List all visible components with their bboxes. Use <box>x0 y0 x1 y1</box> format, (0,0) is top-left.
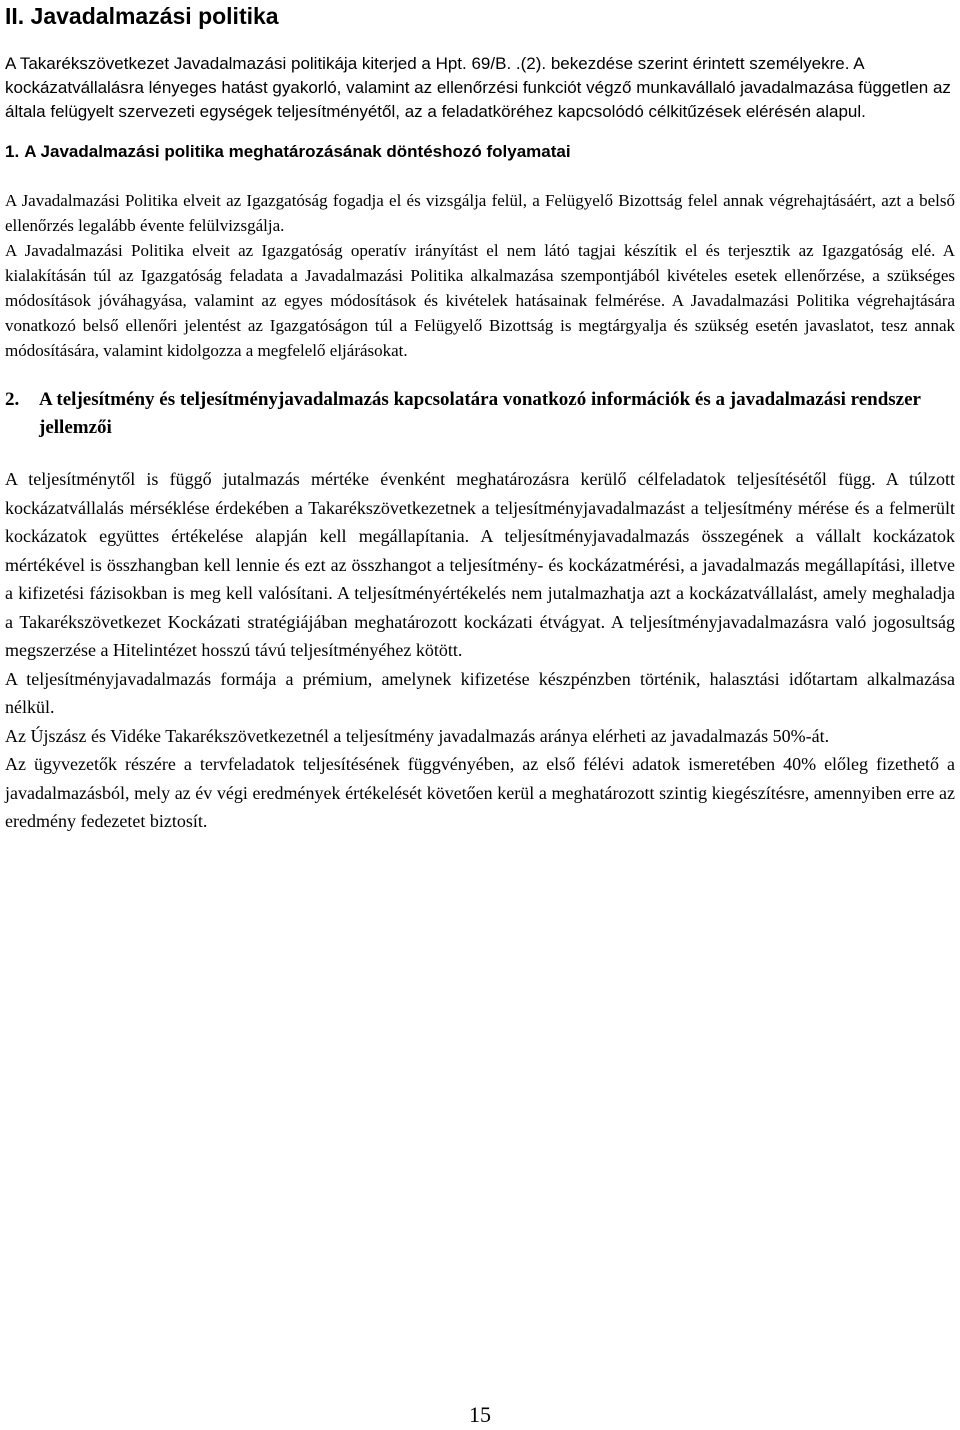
section-2-paragraph: A teljesítménytől is függő jutalmazás mértéke évenként meghatározásra kerülő célfeladatok teljesítésétől függ. A túlzott kockázatvállalás mérséklése érdekében a Takarékszövetkezetnek a teljesítményjavadalmazást a teljesítmény mérése és a felmerült kockázatok együttes értékelése alapján kell megállapítania. A teljesítményjavadalmazás összegének a vállalt kockázatok mértékével is összhangban kell lennie és ezt az összhangot a teljesítmény- és kockázatmérési, a javadalmazás megállapítási, illetve a kifizetési fázisokban is meg kell valósítani. A teljesítményértékelés nem jutalmazhatja azt a kockázatvállalást, amely meghaladja a Takarékszövetkezet Kockázati stratégiájában meghatározott kockázati étvágyat. A teljesítményjavadalmazásra való jogosultság megszerzése a Hitelintézet hosszú távú teljesítményéhez kötött. <box>5 469 955 660</box>
page-number: 15 <box>469 1402 491 1427</box>
section-1-heading <box>5 140 955 164</box>
section-1-paragraph: A Javadalmazási Politika elveit az Igazgatóság fogadja el és vizsgálja felül, a Felügyelő Bizottság felel annak végrehajtásáért, azt a belső ellenőrzés legalább évente felülvizsgálja. <box>5 191 955 235</box>
section-2-paragraph: Az ügyvezetők részére a tervfeladatok teljesítésének függvényében, az első félévi adatok ismeretében 40% előleg fizethető a javadalmazásból, mely az év végi eredmények értékelését követően kerül a meghatározott szintig kiegészítésre, amennyiben erre az eredmény fedezetet biztosít. <box>5 754 955 831</box>
section-1-title: A Javadalmazási politika meghatározásának döntéshozó folyamatai <box>24 142 571 161</box>
section-2-paragraph: Az Újszász és Vidéke Takarékszövetkezetnél a teljesítmény javadalmazás aránya elérheti az javadalmazás 50%-át. <box>5 725 830 746</box>
section-1-body <box>5 188 955 363</box>
intro-paragraph: A Takarékszövetkezet Javadalmazási politikája kiterjed a Hpt. 69/B. .(2). bekezdése szerint érintett személyekre. A kockázatvállalásra lényeges hatást gyakorló, valamint az ellenőrzési funkciót végző munkavállaló javadalmazása független az általa felügyelt szervezeti egységek teljesítményétől, az a feladatköréhez kapcsolódó célkitűzések elérésén alapul. <box>5 54 951 121</box>
section-2-number: 2. <box>5 389 20 410</box>
chapter-title: II. Javadalmazási politika <box>5 3 279 29</box>
section-1-paragraph: A Javadalmazási Politika elveit az Igazgatóság operatív irányítást el nem látó tagjai készítik el és terjesztik az Igazgatóság elé. A kialakításán túl az Igazgatóság feladata a Javadalmazási Politika alkalmazása szempontjából kivételes esetek ellenőrzése, a szükséges módosítások jóváhagyása, valamint az egyes módosítások és kivételek hatásainak felmérése. A Javadalmazási Politika végrehajtására vonatkozó belső ellenőri jelentést az Igazgatóságon túl a Felügyelő Bizottság is megtárgyalja és szükség esetén javaslatot, tesz annak módosítására, valamint kidolgozza a megfelelő eljárásokat. <box>5 241 955 360</box>
document-page <box>5 0 955 836</box>
section-1-number: 1. <box>5 142 20 161</box>
section-2-heading <box>5 386 955 442</box>
section-2-title: A teljesítmény és teljesítményjavadalmazás kapcsolatára vonatkozó információk és a javadalmazási rendszer jellemzői <box>39 389 921 438</box>
section-2-paragraph: A teljesítményjavadalmazás formája a prémium, amelynek kifizetése készpénzben történik, halasztási időtartam alkalmazása nélkül. <box>5 668 955 717</box>
section-2-body <box>5 465 955 836</box>
